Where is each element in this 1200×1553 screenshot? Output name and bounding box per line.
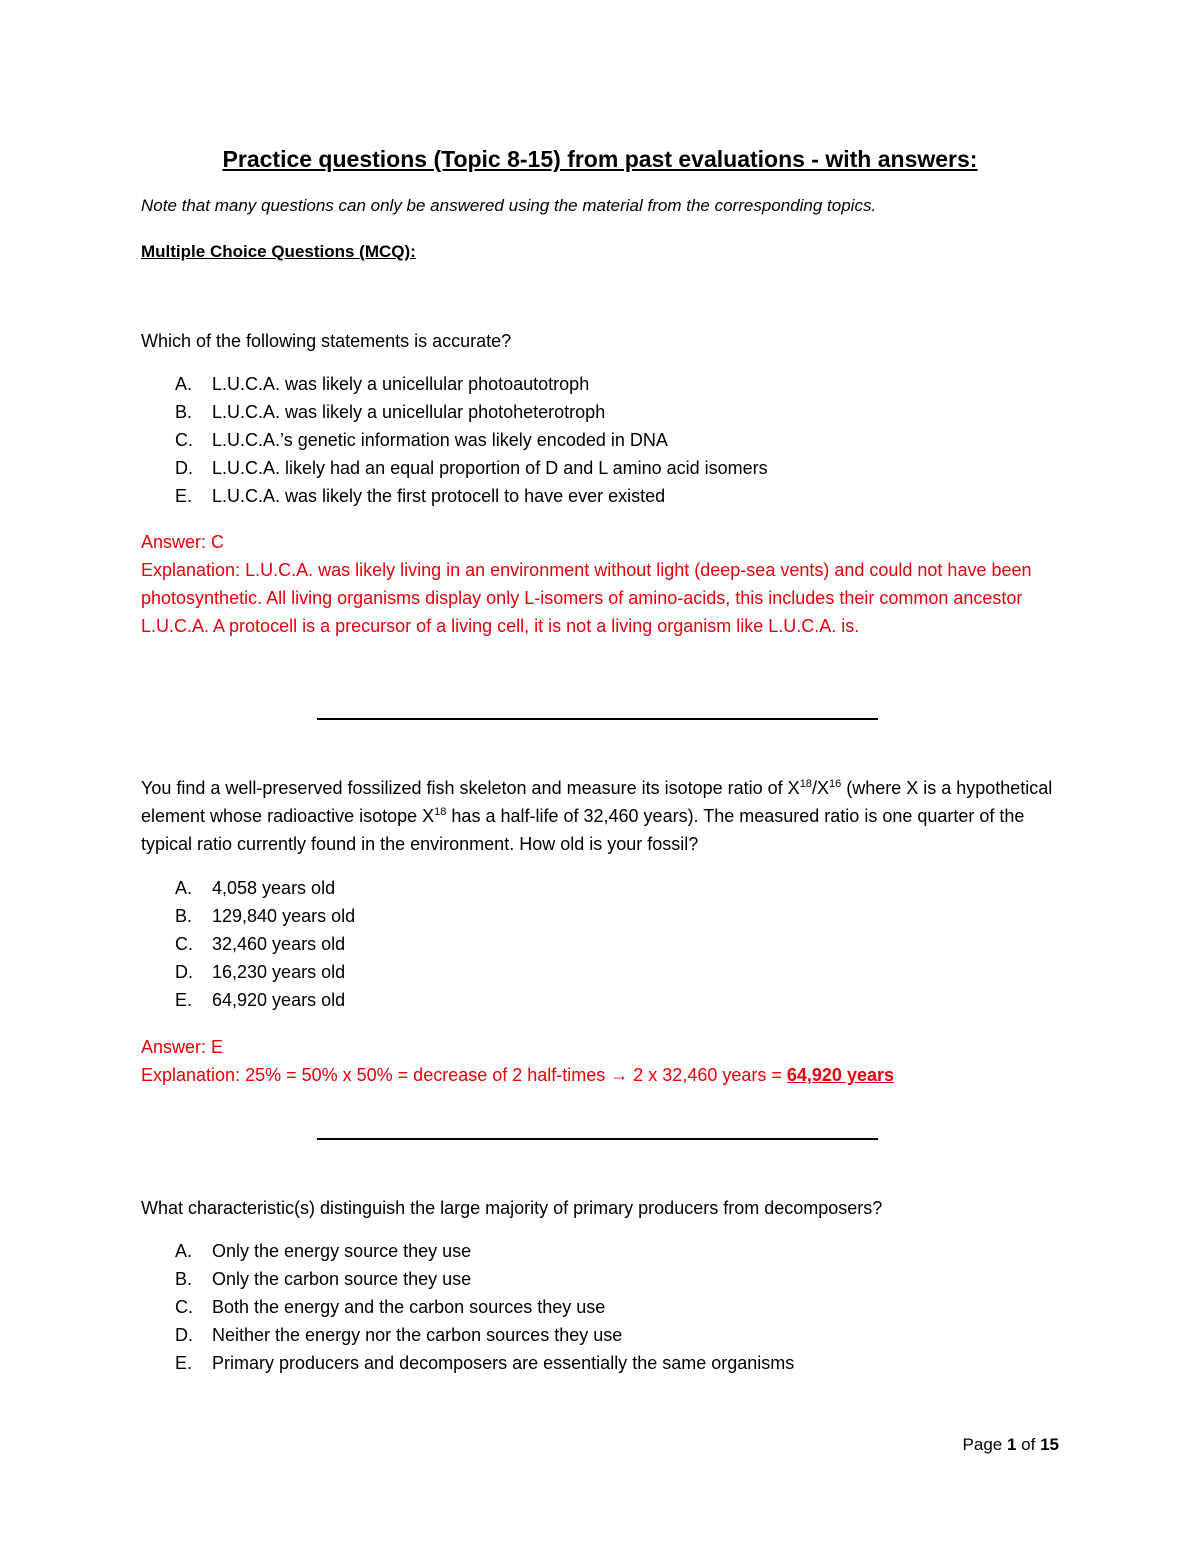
option-letter: E.: [175, 990, 193, 1010]
intro-note: Note that many questions can only be answered using the material from the corresponding topics.: [141, 196, 877, 215]
question-1-answer-block: [141, 528, 1061, 640]
page-number: [963, 1435, 1059, 1455]
option-text: Neither the energy nor the carbon sources they use: [212, 1325, 623, 1345]
question-1-options: [175, 370, 768, 510]
option-text: 129,840 years old: [212, 906, 356, 926]
option-item: [175, 902, 355, 930]
arrow-right-icon: →: [610, 1065, 629, 1085]
option-item: [175, 874, 355, 902]
option-letter: C.: [175, 934, 193, 954]
option-text: 16,230 years old: [212, 962, 346, 982]
option-text: 64,920 years old: [212, 990, 346, 1010]
question-1-text: Which of the following statements is accurate?: [141, 331, 512, 351]
option-item: [175, 426, 768, 454]
option-item: [175, 986, 355, 1014]
option-text: Only the energy source they use: [212, 1241, 472, 1261]
option-item: [175, 398, 768, 426]
question-2-answer-block: [141, 1033, 1061, 1089]
question-3-text: What characteristic(s) distinguish the large majority of primary producers from decomposers?: [141, 1198, 883, 1218]
option-letter: D.: [175, 962, 193, 982]
question-2-text: [141, 774, 1061, 858]
option-item: [175, 1349, 794, 1377]
option-letter: E.: [175, 1353, 193, 1373]
option-item: [175, 1265, 794, 1293]
option-item: [175, 1237, 794, 1265]
option-text: L.U.C.A. was likely a unicellular photoheterotroph: [212, 402, 606, 422]
option-text: 32,460 years old: [212, 934, 346, 954]
option-item: [175, 1321, 794, 1349]
option-letter: A.: [175, 878, 193, 898]
option-text: L.U.C.A. likely had an equal proportion of D and L amino acid isomers: [212, 458, 768, 478]
answer-explanation: Explanation: L.U.C.A. was likely living in an environment without light (deep-sea vents) and could not have been photosynthetic. All living organisms display only L-isomers of amino-acids, this includes their common ancestor L.U.C.A. A protocell is a precursor of a living cell, it is not a living organism like L.U.C.A. is.: [141, 560, 1032, 636]
option-letter: A.: [175, 1241, 193, 1261]
document-title: Practice questions (Topic 8-15) from past evaluations - with answers:: [222, 146, 978, 172]
explanation-result: 64,920 years: [786, 1065, 894, 1085]
page-total: 15: [1040, 1435, 1059, 1454]
question-text-part: /X: [811, 778, 829, 798]
option-item: [175, 930, 355, 958]
option-item: [175, 482, 768, 510]
option-text: 4,058 years old: [212, 878, 336, 898]
option-text: Primary producers and decomposers are essentially the same organisms: [212, 1353, 795, 1373]
section-divider: [317, 1138, 878, 1140]
question-2-options: [175, 874, 355, 1014]
option-item: [175, 370, 768, 398]
option-text: L.U.C.A. was likely a unicellular photoautotroph: [212, 374, 590, 394]
option-letter: C.: [175, 430, 193, 450]
option-letter: C.: [175, 1297, 193, 1317]
option-letter: B.: [175, 402, 193, 422]
explanation-text: Explanation: 25% = 50% x 50% = decrease of 2 half-times: [141, 1065, 611, 1085]
option-letter: A.: [175, 374, 193, 394]
question-3-options: [175, 1237, 794, 1377]
option-item: [175, 958, 355, 986]
option-letter: B.: [175, 906, 193, 926]
option-text: L.U.C.A.’s genetic information was likely encoded in DNA: [212, 430, 668, 450]
answer-label: Answer: C: [141, 532, 225, 552]
answer-explanation: [141, 1061, 1061, 1089]
question-text-part: (where X is a hypothetical element whose radioactive isotope X: [141, 778, 1053, 826]
option-text: Both the energy and the carbon sources they use: [212, 1297, 606, 1317]
section-divider: [317, 718, 878, 720]
question-text-part: has a half-life of 32,460 years). The measured ratio is one quarter of the typical ratio currently found in the environment. How old is your fossil?: [141, 806, 1025, 854]
option-letter: D.: [175, 458, 193, 478]
question-text-part: You find a well-preserved fossilized fish skeleton and measure its isotope ratio of X: [141, 778, 800, 798]
superscript: 18: [799, 778, 812, 790]
page-of: of: [1016, 1435, 1041, 1454]
option-letter: D.: [175, 1325, 193, 1345]
option-letter: E.: [175, 486, 193, 506]
option-item: [175, 1293, 794, 1321]
option-text: Only the carbon source they use: [212, 1269, 472, 1289]
answer-label: Answer: E: [141, 1037, 224, 1057]
page-word: Page: [962, 1435, 1007, 1454]
superscript: 16: [828, 778, 842, 790]
page-current: 1: [1006, 1435, 1017, 1454]
option-text: L.U.C.A. was likely the first protocell to have ever existed: [212, 486, 666, 506]
explanation-text: 2 x 32,460 years =: [628, 1065, 787, 1085]
section-heading: Multiple Choice Questions (MCQ):: [141, 242, 416, 261]
superscript: 18: [434, 806, 447, 818]
option-item: [175, 454, 768, 482]
option-letter: B.: [175, 1269, 193, 1289]
